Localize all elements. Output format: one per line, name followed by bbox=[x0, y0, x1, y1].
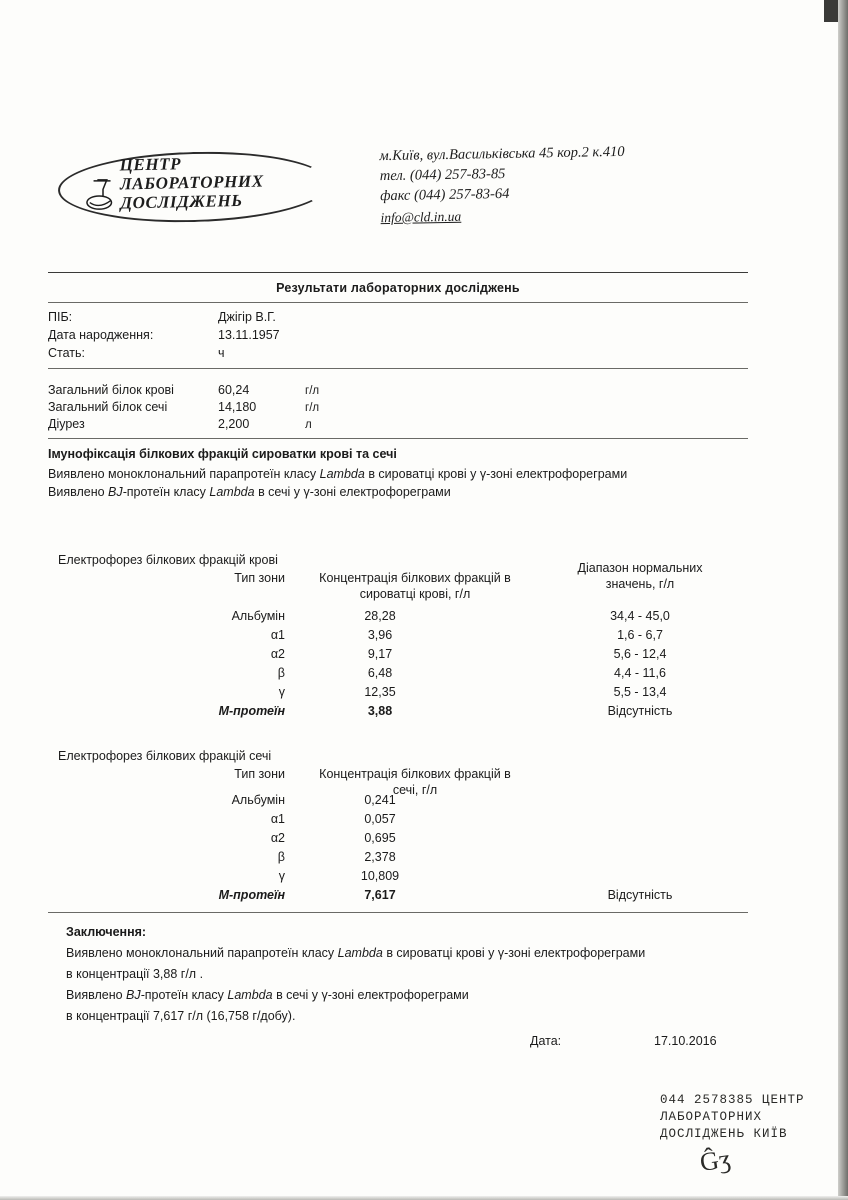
urine-zone-0: Альбумін bbox=[231, 793, 285, 807]
summary-row-name-2: Діурез bbox=[48, 417, 85, 431]
urine-value-4: 10,809 bbox=[360, 869, 400, 883]
logo-line-2: ЛАБОРАТОРНИХ bbox=[119, 171, 264, 194]
handwritten-signature: Ĝʒ bbox=[698, 1144, 733, 1177]
blood-zone-2: α2 bbox=[270, 647, 285, 661]
logo-line-1: ЦЕНТР bbox=[119, 154, 182, 175]
blood-value-1: 3,96 bbox=[367, 628, 393, 642]
blood-range-5: Відсутність bbox=[607, 704, 673, 718]
urine-table-header-type: Тип зони bbox=[234, 767, 285, 781]
conclusion-line-3-emphasis: Lambda bbox=[227, 988, 273, 1002]
summary-row-value-1: 14,180 bbox=[218, 400, 257, 414]
sex-label: Стать: bbox=[48, 346, 85, 360]
blood-table-caption: Електрофорез білкових фракцій крові bbox=[58, 553, 278, 567]
immunofixation-line-2-emphasis: Lambda bbox=[209, 485, 255, 499]
logo-text bbox=[119, 153, 264, 213]
immunofixation-line-1-part-b: в сироватці крові у γ-зоні електрофореграми bbox=[364, 467, 628, 481]
fax-footer bbox=[660, 1092, 805, 1143]
blood-zone-4: γ bbox=[278, 685, 285, 699]
divider-above-conclusion bbox=[48, 912, 748, 913]
summary-row-unit-2: л bbox=[305, 419, 312, 431]
urine-zone-5: М-протеїн bbox=[218, 888, 285, 902]
urine-zone-1: α1 bbox=[270, 812, 285, 826]
scan-edge-right bbox=[838, 0, 848, 1200]
immunofixation-heading: Імунофіксація білкових фракцій сироватки крові та сечі bbox=[48, 447, 397, 461]
blood-range-1: 1,6 - 6,7 bbox=[617, 628, 663, 642]
blood-table-header-range-line1: Діапазон нормальних bbox=[577, 561, 703, 575]
urine-value-1: 0,057 bbox=[364, 812, 396, 826]
clinic-phone: тел. (044) 257-83-85 bbox=[379, 165, 506, 185]
blood-range-2: 5,6 - 12,4 bbox=[613, 647, 667, 661]
divider-under-title bbox=[48, 302, 748, 303]
patient-name-label: ПІБ: bbox=[48, 310, 73, 324]
blood-table-header-conc-line1: Концентрація білкових фракцій в bbox=[319, 571, 511, 585]
blood-value-3: 6,48 bbox=[367, 666, 393, 680]
patient-name-value: Джігір В.Г. bbox=[218, 310, 276, 324]
flask-icon bbox=[84, 178, 122, 212]
urine-table-header-conc-line2: сечі, г/л bbox=[392, 783, 438, 797]
conclusion-line-3-part-a: Виявлено bbox=[66, 988, 127, 1002]
urine-table-header-conc-line1: Концентрація білкових фракцій в bbox=[319, 767, 511, 781]
immunofixation-line-1-part-a: Виявлено моноклональний парапротеїн класу bbox=[48, 467, 320, 481]
urine-value-0: 0,241 bbox=[364, 793, 396, 807]
blood-value-5: 3,88 bbox=[367, 704, 393, 718]
immunofixation-line-2-bj: BJ- bbox=[108, 485, 127, 499]
blood-range-4: 5,5 - 13,4 bbox=[613, 685, 667, 699]
urine-range-5: Відсутність bbox=[607, 888, 673, 902]
blood-zone-1: α1 bbox=[270, 628, 285, 642]
blood-value-0: 28,28 bbox=[364, 609, 396, 623]
conclusion-line-1 bbox=[66, 945, 645, 961]
urine-zone-4: γ bbox=[278, 869, 285, 883]
blood-table-header-range bbox=[550, 560, 730, 592]
clinic-address: м.Київ, вул.Васильківська 45 кор.2 к.410 bbox=[379, 143, 625, 165]
urine-zone-2: α2 bbox=[270, 831, 285, 845]
urine-value-5: 7,617 bbox=[364, 888, 396, 902]
blood-zone-3: β bbox=[277, 666, 285, 680]
divider-under-patient bbox=[48, 368, 748, 369]
blood-table-header-conc-line2: сироватці крові, г/л bbox=[359, 587, 471, 601]
blood-table-header-type: Тип зони bbox=[234, 571, 285, 585]
conclusion-line-3 bbox=[66, 987, 469, 1003]
report-date-value: 17.10.2016 bbox=[654, 1034, 717, 1048]
clinic-contacts bbox=[379, 142, 625, 228]
summary-row-value-0: 60,24 bbox=[218, 383, 250, 397]
blood-range-0: 34,4 - 45,0 bbox=[610, 609, 670, 623]
fax-footer-line-3: ДОСЛІДЖЕНЬ КИЇВ bbox=[660, 1127, 788, 1141]
scan-edge-corner bbox=[824, 0, 838, 22]
blood-range-3: 4,4 - 11,6 bbox=[614, 666, 666, 680]
blood-table-header-conc bbox=[300, 570, 530, 602]
summary-row-name-0: Загальний білок крові bbox=[48, 383, 174, 397]
immunofixation-line-1-emphasis: Lambda bbox=[319, 467, 365, 481]
immunofixation-line-2-mid: протеїн класу bbox=[126, 485, 210, 499]
summary-row-unit-1: г/л bbox=[305, 402, 320, 414]
summary-row-value-2: 2,200 bbox=[218, 417, 250, 431]
birth-date-value: 13.11.1957 bbox=[218, 328, 280, 342]
birth-date-label: Дата народження: bbox=[48, 328, 154, 342]
blood-zone-5: М-протеїн bbox=[218, 704, 285, 718]
scan-edge-bottom bbox=[0, 1196, 848, 1200]
conclusion-line-1-part-a: Виявлено моноклональний парапротеїн класу bbox=[66, 946, 338, 960]
blood-table-header-range-line2: значень, г/л bbox=[605, 577, 675, 591]
conclusion-line-1-part-b: в сироватці крові у γ-зоні електрофореграми bbox=[382, 946, 646, 960]
urine-table-caption: Електрофорез білкових фракцій сечі bbox=[58, 749, 272, 763]
clinic-fax: факс (044) 257-83-64 bbox=[380, 185, 510, 205]
urine-value-2: 0,695 bbox=[364, 831, 396, 845]
blood-value-2: 9,17 bbox=[367, 647, 393, 661]
urine-value-3: 2,378 bbox=[364, 850, 396, 864]
conclusion-heading: Заключення: bbox=[66, 925, 147, 939]
conclusion-line-3-bj: BJ- bbox=[126, 988, 145, 1002]
conclusion-line-1-emphasis: Lambda bbox=[337, 946, 383, 960]
fax-footer-line-2: ЛАБОРАТОРНИХ bbox=[660, 1110, 763, 1124]
conclusion-line-3-part-b: в сечі у γ-зоні електрофореграми bbox=[272, 988, 469, 1002]
immunofixation-line-1 bbox=[48, 466, 627, 482]
blood-value-4: 12,35 bbox=[364, 685, 396, 699]
fax-footer-line-1: 044 2578385 ЦЕНТР bbox=[660, 1093, 805, 1107]
divider-under-summary bbox=[48, 438, 748, 439]
immunofixation-line-2 bbox=[48, 484, 451, 500]
report-date-label: Дата: bbox=[530, 1034, 562, 1048]
clinic-logo bbox=[58, 148, 358, 230]
conclusion-line-2: в концентрації 3,88 г/л . bbox=[66, 967, 204, 981]
summary-row-name-1: Загальний білок сечі bbox=[48, 400, 168, 414]
divider-top bbox=[48, 272, 748, 273]
summary-row-unit-0: г/л bbox=[305, 385, 320, 397]
conclusion-line-3-mid: протеїн класу bbox=[144, 988, 228, 1002]
sex-value: ч bbox=[218, 346, 225, 360]
immunofixation-line-2-part-a: Виявлено bbox=[48, 485, 109, 499]
conclusion-line-4: в концентрації 7,617 г/л (16,758 г/добу). bbox=[66, 1009, 296, 1023]
page-title: Результати лабораторних досліджень bbox=[276, 281, 520, 295]
logo-line-3: ДОСЛІДЖЕНЬ bbox=[120, 190, 243, 213]
immunofixation-line-2-part-b: в сечі у γ-зоні електрофореграми bbox=[254, 485, 451, 499]
blood-zone-0: Альбумін bbox=[231, 609, 285, 623]
clinic-email-link[interactable]: info@cld.in.ua bbox=[380, 208, 462, 226]
urine-zone-3: β bbox=[277, 850, 285, 864]
